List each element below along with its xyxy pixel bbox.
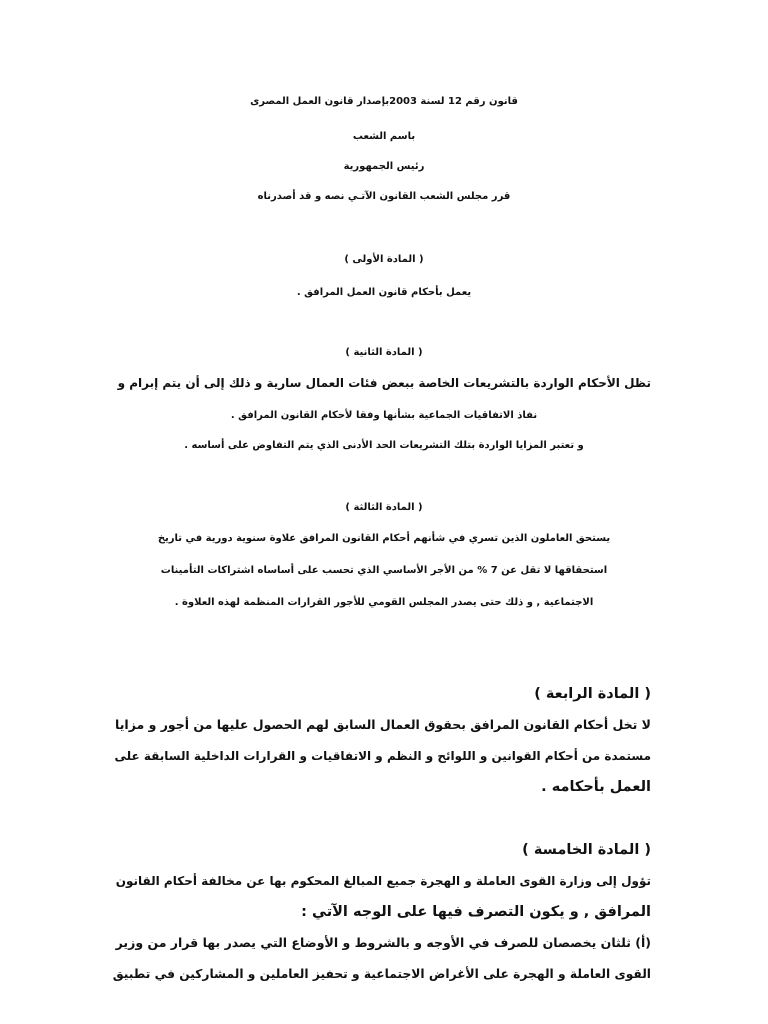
- article-2-line-2: نفاذ الاتفاقيات الجماعية بشأنها وفقا لأحكام القانون المرافق .: [230, 410, 538, 421]
- law-title: قانون رقم 12 لسنة 2003بإصدار قانون العمل المصرى: [250, 96, 518, 107]
- article-5-line-4: القوى العاملة و الهجرة على الأغراض الاجتماعية و تحفيز العاملين و المشاركين في تطبيق: [112, 967, 651, 981]
- article-3-heading: ( المادة الثالثة ): [345, 502, 423, 513]
- article-1-text: يعمل بأحكام قانون العمل المرافق .: [296, 287, 472, 298]
- article-3-line-3: الاجتماعية , و ذلك حتى يصدر المجلس القومي للأجور القرارات المنظمة لهذه العلاوة .: [174, 597, 594, 608]
- article-2-heading: ( المادة الثانية ): [345, 347, 423, 358]
- article-4-heading: ( المادة الرابعة ): [534, 686, 651, 702]
- article-3-line-2: استحقاقها لا تقل عن 7 % من الأجر الأساسي الذي تحسب على أساساه اشتراكات التأمينات: [160, 565, 608, 576]
- president-line: رئيس الجمهورية: [343, 161, 425, 172]
- article-4-line-1: لا تخل أحكام القانون المرافق بحقوق العمال السابق لهم الحصول عليها من أجور و مزايا: [115, 717, 651, 732]
- article-5-heading: ( المادة الخامسة ): [522, 842, 651, 858]
- decree-line: قرر مجلس الشعب القانون الآتـي نصه و قد أصدرناه: [257, 191, 511, 202]
- article-5-line-3: (أ) ثلثان يخصصان للصرف في الأوجه و بالشروط و الأوضاع التي يصدر بها قرار من وزير: [115, 935, 651, 950]
- article-4-line-3: العمل بأحكامه .: [541, 779, 651, 795]
- article-1-heading: ( المادة الأولى ): [344, 254, 424, 265]
- in-name-of-people: باسم الشعب: [352, 131, 416, 142]
- article-3-line-1: يستحق العاملون الذين تسري في شأنهم أحكام القانون المرافق علاوة سنوية دورية في تاريخ: [157, 533, 611, 544]
- article-2-line-1: تظل الأحكام الواردة بالتشريعات الخاصة ببعض فئات العمال سارية و ذلك إلى أن يتم إبرام و: [117, 376, 651, 390]
- article-4-line-2: مستمدة من أحكام القوانين و اللوائح و النظم و الاتفاقيات و القرارات الداخلية السابقة على: [114, 749, 651, 763]
- article-5-line-1: تؤول إلى وزارة القوى العاملة و الهجرة جميع المبالغ المحكوم بها عن مخالفة أحكام القانون: [115, 874, 651, 888]
- article-2-line-3: و تعتبر المزايا الواردة بتلك التشريعات الحد الأدنى الذي يتم التفاوض على أساسه .: [184, 440, 584, 451]
- article-5-line-2: المرافق , و يكون التصرف فيها على الوجه الآتي :: [301, 904, 651, 920]
